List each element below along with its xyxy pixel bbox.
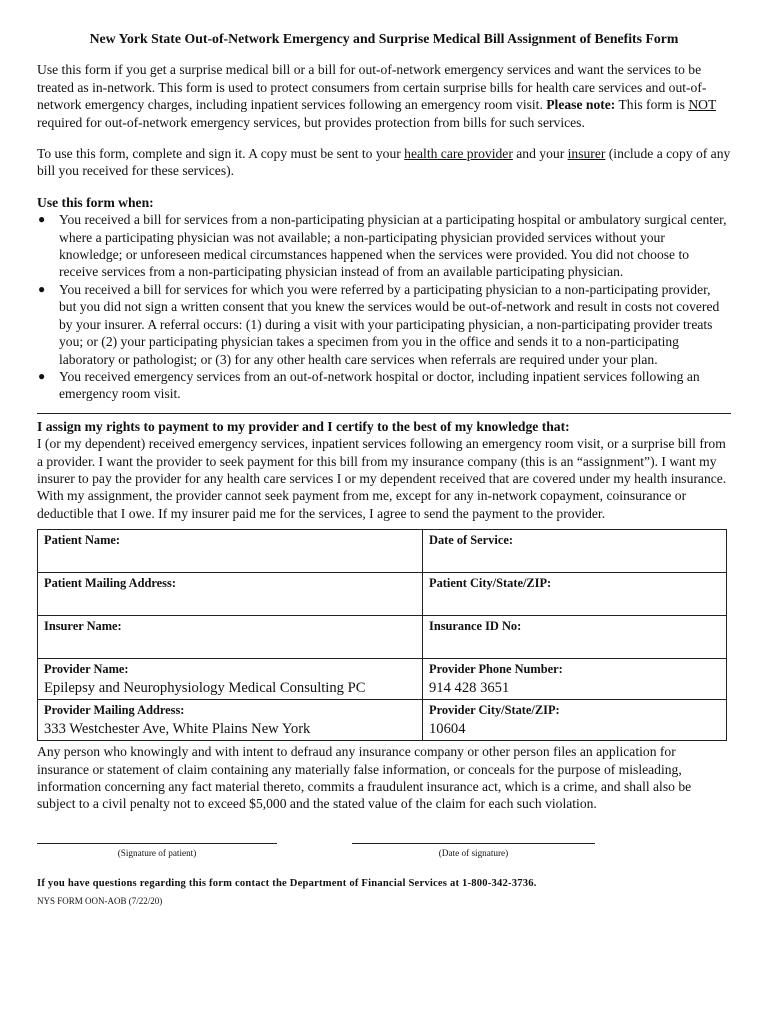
- table-row: [38, 530, 727, 573]
- date-of-service-field[interactable]: [423, 530, 727, 573]
- fraud-notice: Any person who knowingly and with intent to defraud any insurance company or other person files an application for insurance or statement of claim containing any materially false information, or conceals for the purpose of misleading, information concerning any fact material thereto, commits a fraudulent insurance act, which is a crime, and shall also be subject to a civil penalty not to exceed $5,000 and the stated value of the claim for each such violation.: [37, 744, 692, 812]
- list-item: [37, 281, 731, 368]
- instructions-text-1: To use this form, complete and sign it. A copy must be sent to your: [37, 146, 405, 162]
- bullet-icon: ●: [38, 368, 46, 383]
- insurer-term: insurer: [567, 146, 606, 162]
- table-row: [38, 700, 727, 741]
- form-number: NYS FORM OON-AOB (7/22/20): [37, 896, 163, 907]
- provider-name-label: Provider Name:: [44, 662, 129, 677]
- form-title: New York State Out-of-Network Emergency and Surprise Medical Bill Assignment of Benefits Form: [89, 31, 679, 46]
- table-row: [38, 659, 727, 700]
- use-when-list: [37, 211, 731, 402]
- assignment-heading: I assign my rights to payment to my provider and I certify to the best of my knowledge that:: [37, 418, 570, 434]
- patient-name-field[interactable]: [38, 530, 423, 573]
- instructions-paragraph: [37, 145, 731, 180]
- bullet-text: You received a bill for services from a non-participating physician at a participating hospital or ambulatory surgical center, where a participating physician was not available; a non-participating physician provided services without your knowledge; or unforeseen medical circumstances happened when the services were provided. You did not choose to receive services from a non-participating physician instead of from an available participating physician.: [59, 212, 727, 280]
- bullet-text: You received emergency services from an out-of-network hospital or doctor, including inpatient services following an emergency room visit.: [59, 368, 700, 402]
- benefits-form-table: [37, 529, 727, 741]
- insurer-name-field[interactable]: [38, 616, 423, 659]
- patient-city-label: Patient City/State/ZIP:: [429, 576, 552, 591]
- not-emphasis: NOT: [688, 97, 717, 113]
- use-when-heading: Use this form when:: [37, 194, 154, 210]
- patient-signature-line[interactable]: [37, 843, 277, 844]
- patient-signature-caption: (Signature of patient): [117, 847, 197, 858]
- list-item: [37, 368, 731, 403]
- provider-name-value: Epilepsy and Neurophysiology Medical Consulting PC: [44, 680, 366, 697]
- patient-mailing-address-field[interactable]: [38, 573, 423, 616]
- bullet-icon: ●: [38, 281, 46, 296]
- provider-mailing-address-field[interactable]: [38, 700, 423, 741]
- date-signature-caption: (Date of signature): [438, 847, 509, 858]
- intro-text-2: This form is: [615, 97, 689, 113]
- table-row: [38, 616, 727, 659]
- list-item: [37, 211, 731, 281]
- bullet-icon: ●: [38, 212, 46, 227]
- intro-paragraph: [37, 61, 731, 131]
- provider-name-field[interactable]: [38, 659, 423, 700]
- please-note-label: Please note:: [546, 97, 616, 113]
- instructions-text-3: (include a copy of any bill you received for these services).: [37, 146, 731, 179]
- instructions-text-2: and your: [512, 146, 568, 162]
- intro-text-1: Use this form if you get a surprise medical bill or a bill for out-of-network emergency services and want the services to be treated as in-network. This form is used to protect consumers from certain surprise bills for health care services and out-of-network emergency charges, including inpatient services following an emergency room visit.: [37, 62, 707, 113]
- provider-phone-label: Provider Phone Number:: [429, 662, 563, 677]
- assignment-body: I (or my dependent) received emergency services, inpatient services following an emergency room visit, or a surprise bill from a provider. I want the provider to seek payment for this bill from my insurance company (this is an “assignment”). I want my insurer to pay the provider for any health care services I or my dependent received that are covered under my health insurance. With my assignment, the provider cannot seek payment from me, except for any in-network copayment, coinsurance or deductible that I owe. If my insurer paid me for the services, I agree to send the payment to the provider.: [37, 436, 727, 521]
- provider-mailing-address-label: Provider Mailing Address:: [44, 703, 185, 718]
- provider-city-field[interactable]: [423, 700, 727, 741]
- patient-name-label: Patient Name:: [44, 533, 121, 548]
- date-of-service-label: Date of Service:: [429, 533, 513, 548]
- health-care-provider-term: health care provider: [404, 146, 513, 162]
- provider-phone-field[interactable]: [423, 659, 727, 700]
- table-row: [38, 573, 727, 616]
- document-page: [37, 22, 731, 911]
- provider-city-label: Provider City/State/ZIP:: [429, 703, 560, 718]
- insurance-id-field[interactable]: [423, 616, 727, 659]
- insurance-id-label: Insurance ID No:: [429, 619, 522, 634]
- bullet-text: You received a bill for services for which you were referred by a participating physician to a non-participating provider, but you did not sign a written consent that you knew the services would be out-of-network and result in costs not covered by your insurer. A referral occurs: (1) during a visit with your participating physician, a non-participating provider treats you; or (2) your participating physician takes a specimen from you in the office and sends it to a non-participating laboratory or pathologist; or (3) for any other health care services when referrals are required under your plan.: [59, 281, 720, 367]
- intro-text-3: required for out-of-network emergency services, but provides protection from bills for such services.: [37, 114, 585, 130]
- provider-phone-value: 914 428 3651: [429, 680, 510, 697]
- patient-city-field[interactable]: [423, 573, 727, 616]
- provider-city-value: 10604: [429, 721, 466, 738]
- patient-mailing-address-label: Patient Mailing Address:: [44, 576, 176, 591]
- section-divider: [37, 413, 731, 414]
- provider-mailing-address-value: 333 Westchester Ave, White Plains New York: [44, 721, 311, 738]
- date-signature-line[interactable]: [352, 843, 595, 844]
- signature-area: [37, 833, 731, 873]
- insurer-name-label: Insurer Name:: [44, 619, 122, 634]
- contact-notice: If you have questions regarding this form contact the Department of Financial Services at 1-800-342-3736.: [37, 877, 537, 889]
